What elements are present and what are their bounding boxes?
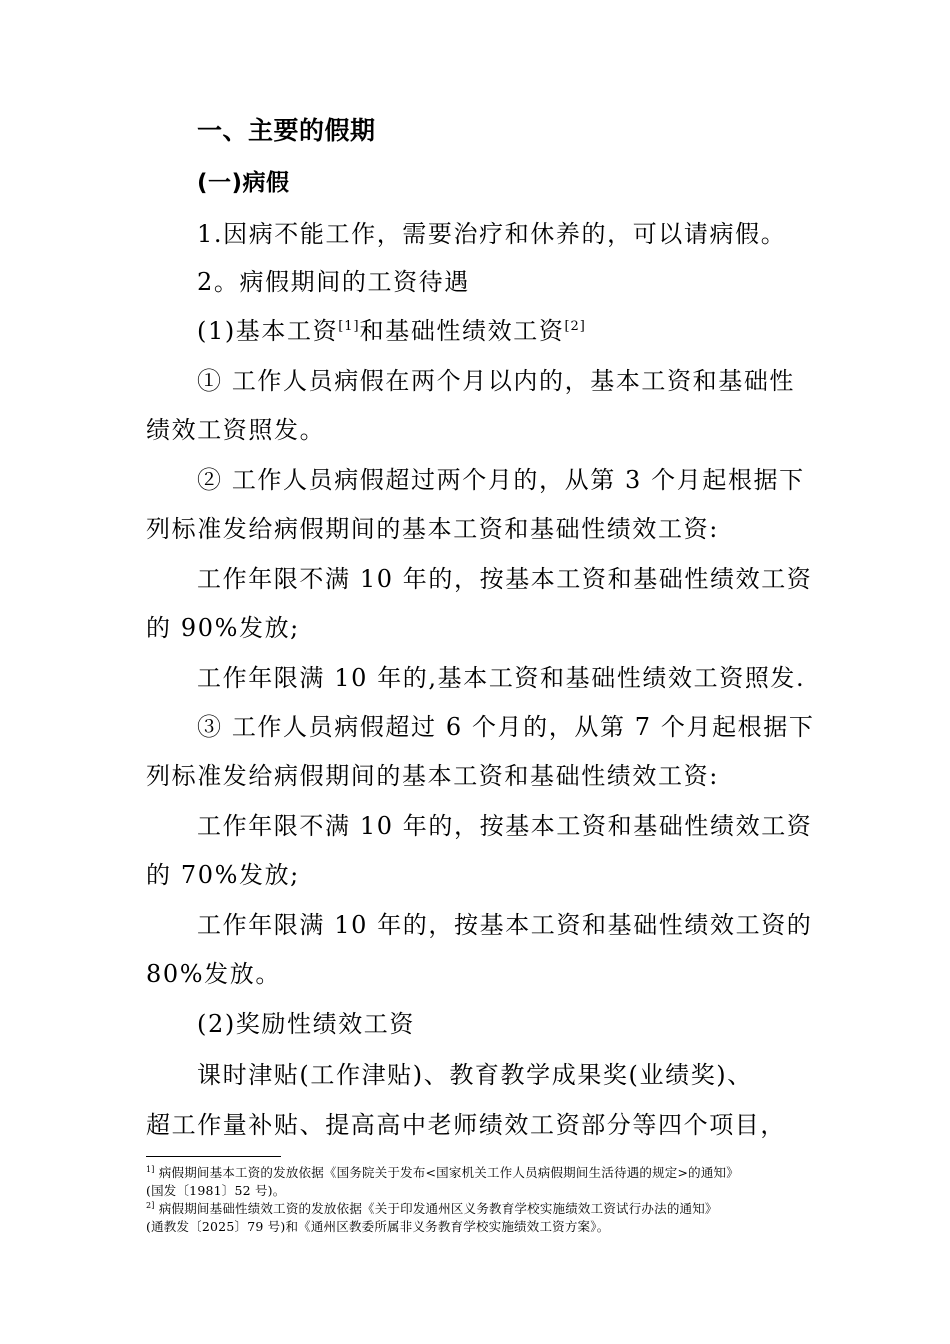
item-1-line-1: ① 工作人员病假在两个月以内的，基本工资和基础性 — [197, 367, 796, 395]
footnote-ref-2[interactable]: [2] — [564, 319, 586, 334]
paragraph-3-text-a: (1)基本工资 — [197, 317, 339, 345]
paragraph-4: (2)奖励性绩效工资 — [197, 1010, 415, 1038]
footnote-ref-1[interactable]: [1] — [338, 319, 360, 334]
item-2-line-4: 的 90%发放; — [146, 614, 300, 642]
footnote-2-line-2: (通教发〔2025〕79 号)和《通州区教委所属非义务教育学校实施绩效工资方案》。 — [146, 1219, 610, 1234]
footnote-2-text: 病假期间基础性绩效工资的发放依据《关于印发通州区义务教育学校实施绩效工资试行办法的通知》 — [158, 1201, 718, 1216]
footnote-1-text: 病假期间基本工资的发放依据《国务院关于发布<国家机关工作人员病假期间生活待遇的规定>的通知》 — [158, 1165, 739, 1180]
item-3-line-2: 列标准发给病假期间的基本工资和基础性绩效工资: — [146, 762, 719, 790]
item-2-line-3: 工作年限不满 10 年的，按基本工资和基础性绩效工资 — [197, 565, 813, 593]
item-2-line-2: 列标准发给病假期间的基本工资和基础性绩效工资: — [146, 515, 719, 543]
item-3-line-5: 工作年限满 10 年的，按基本工资和基础性绩效工资的 — [197, 911, 813, 939]
paragraph-2: 2。病假期间的工资待遇 — [197, 268, 470, 296]
footnote-1-line-2: (国发〔1981〕52 号)。 — [146, 1183, 286, 1198]
item-2-line-1: ② 工作人员病假超过两个月的，从第 3 个月起根据下 — [197, 466, 805, 494]
section-heading: 一、主要的假期 — [197, 116, 376, 145]
subsection-heading: (一)病假 — [197, 170, 290, 196]
footnote-separator — [146, 1156, 281, 1157]
paragraph-5-line-1: 课时津贴(工作津贴)、教育教学成果奖(业绩奖)、 — [197, 1061, 753, 1089]
item-3-line-4: 的 70%发放; — [146, 861, 300, 889]
footnote-2-line-1 — [146, 1200, 846, 1217]
paragraph-5-line-2: 超工作量补贴、提高高中老师绩效工资部分等四个项目， — [146, 1111, 786, 1139]
item-2-line-5: 工作年限满 10 年的,基本工资和基础性绩效工资照发. — [197, 664, 806, 692]
item-1-line-2: 绩效工资照发。 — [146, 416, 326, 444]
footnote-1-line-1 — [146, 1164, 846, 1181]
paragraph-1: 1.因病不能工作，需要治疗和休养的，可以请病假。 — [197, 220, 787, 248]
paragraph-3-text-b: 和基础性绩效工资 — [359, 317, 565, 345]
item-3-line-6: 80%发放。 — [146, 960, 281, 988]
item-3-line-1: ③ 工作人员病假超过 6 个月的，从第 7 个月起根据下 — [197, 713, 815, 741]
footnote-1-mark: 1] — [146, 1165, 155, 1174]
item-3-line-3: 工作年限不满 10 年的，按基本工资和基础性绩效工资 — [197, 812, 813, 840]
footnote-2-mark: 2] — [146, 1201, 155, 1210]
paragraph-3 — [197, 315, 950, 347]
